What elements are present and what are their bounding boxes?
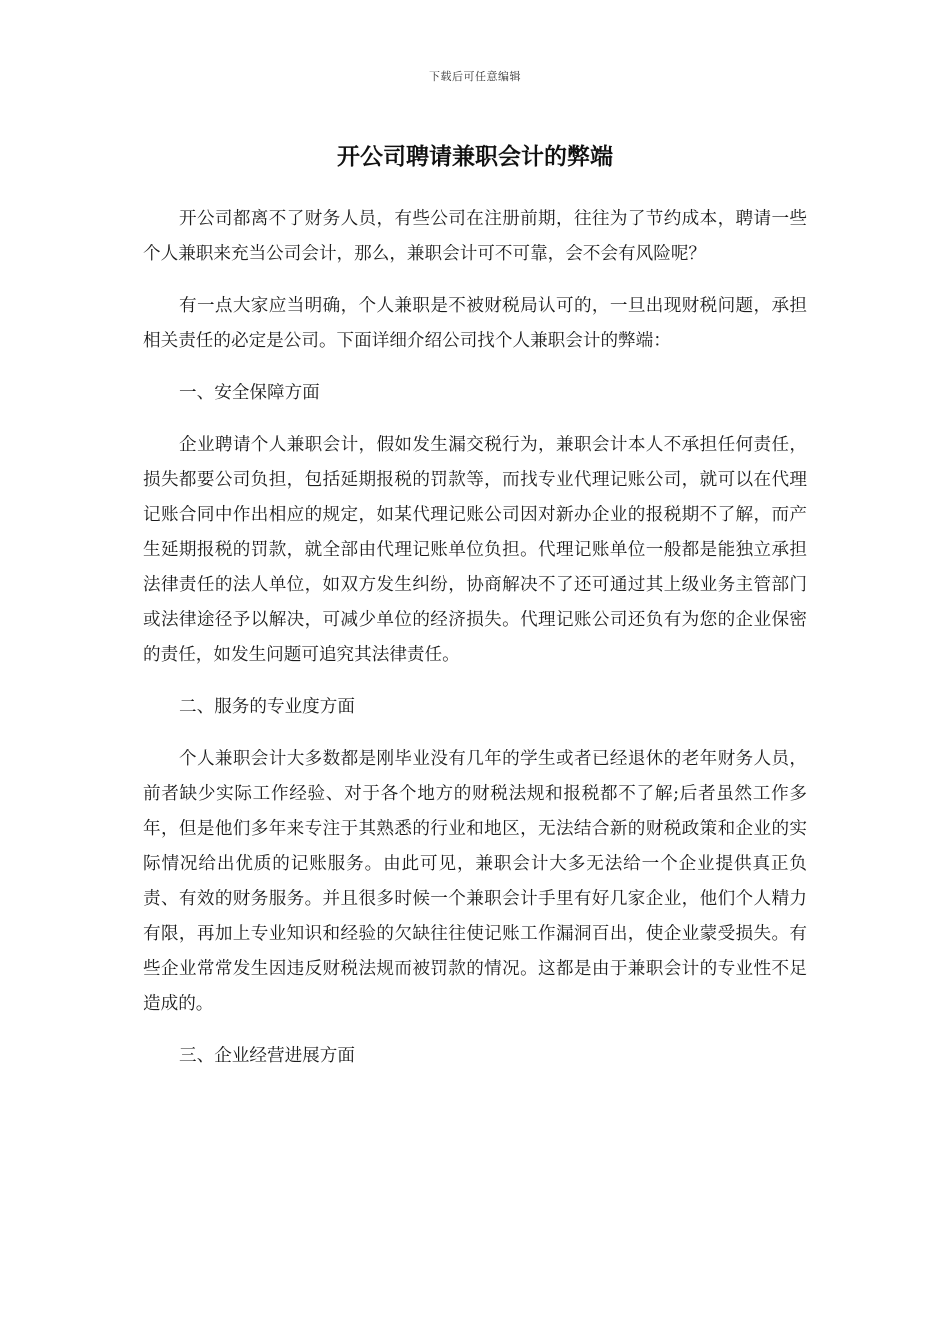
section-heading-security: 一、安全保障方面	[179, 383, 320, 403]
overview-paragraph: 有一点大家应当明确，个人兼职是不被财税局认可的，一旦出现财税问题，承担相关责任的必定是公司。下面详细介绍公司找个人兼职会计的弊端：	[143, 296, 807, 351]
section-body-security: 企业聘请个人兼职会计，假如发生漏交税行为，兼职会计本人不承担任何责任，损失都要公司负担，包括延期报税的罚款等，而找专业代理记账公司，就可以在代理记账合同中作出相应的规定，如某代理记账公司因对新办企业的报税期不了解，而产生延期报税的罚款，就全部由代理记账单位负担。代理记账单位一般都是能独立承担法律责任的法人单位，如双方发生纠纷，协商解决不了还可通过其上级业务主管部门或法律途径予以解决，可减少单位的经济损失。代理记账公司还负有为您的企业保密的责任，如发生问题可追究其法律责任。	[143, 435, 807, 665]
section-body-professionalism: 个人兼职会计大多数都是刚毕业没有几年的学生或者已经退休的老年财务人员，前者缺少实际工作经验、对于各个地方的财税法规和报税都不了解;后者虽然工作多年，但是他们多年来专注于其熟悉的行业和地区，无法结合新的财税政策和企业的实际情况给出优质的记账服务。由此可见，兼职会计大多无法给一个企业提供真正负责、有效的财务服务。并且很多时候一个兼职会计手里有好几家企业，他们个人精力有限，再加上专业知识和经验的欠缺往往使记账工作漏洞百出，使企业蒙受损失。有些企业常常发生因违反财税法规而被罚款的情况。这都是由于兼职会计的专业性不足造成的。	[143, 749, 807, 1014]
intro-paragraph: 开公司都离不了财务人员，有些公司在注册前期，往往为了节约成本，聘请一些个人兼职来充当公司会计，那么，兼职会计可不可靠，会不会有风险呢？	[143, 209, 807, 264]
document-body	[143, 202, 807, 1091]
section-heading-operations: 三、企业经营进展方面	[179, 1046, 355, 1066]
section-heading-professionalism: 二、服务的专业度方面	[179, 697, 355, 717]
document-title: 开公司聘请兼职会计的弊端	[337, 143, 613, 170]
header-note: 下载后可任意编辑	[429, 70, 521, 83]
